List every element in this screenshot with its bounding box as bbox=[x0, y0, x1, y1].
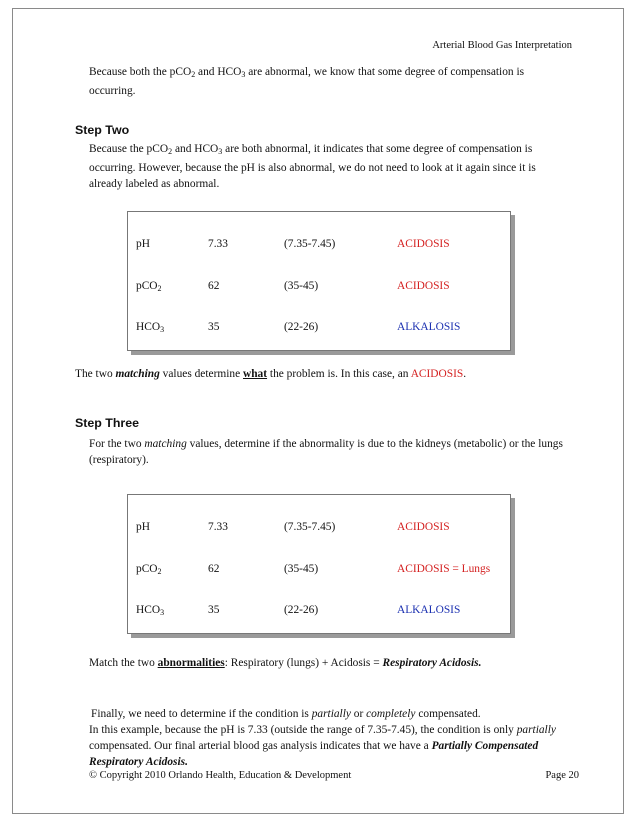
finally-text-2: or bbox=[350, 708, 367, 720]
normal-range: (22-26) bbox=[284, 321, 319, 333]
interpretation: ACIDOSIS bbox=[397, 521, 450, 533]
parameter-label: pH bbox=[136, 521, 150, 533]
parameter-name bbox=[136, 280, 162, 293]
match-text-1: Match the two bbox=[89, 657, 158, 669]
step-two-text-3: are both abnormal, it indicates that some degree of compensation is occurring. However, because the pH is also abnormal, we do not need to look at it again since it is already labeled as abnormal. bbox=[89, 143, 536, 190]
step-two-heading: Step Two bbox=[75, 123, 130, 137]
parameter-subscript: 2 bbox=[157, 567, 162, 576]
page-footer bbox=[89, 770, 579, 781]
example-emphasis-partially: partially bbox=[516, 724, 556, 736]
parameter-subscript: 3 bbox=[160, 608, 165, 617]
parameter-name bbox=[136, 563, 162, 576]
completely-emphasis: completely bbox=[366, 708, 416, 720]
running-header: Arterial Blood Gas Interpretation bbox=[432, 40, 572, 51]
step-two-paragraph bbox=[89, 141, 569, 192]
intro-sub-2: 3 bbox=[241, 70, 246, 79]
copyright-text: © Copyright 2010 Orlando Health, Education & Development bbox=[89, 770, 352, 781]
matching-period: . bbox=[463, 368, 467, 380]
step-two-text-1: Because the pCO bbox=[89, 143, 169, 155]
abnormalities-emphasis: abnormalities bbox=[157, 657, 225, 669]
abg-table-step-three bbox=[127, 494, 511, 634]
normal-range: (35-45) bbox=[284, 563, 319, 575]
parameter-label: HCO bbox=[136, 604, 161, 616]
interpretation: ACIDOSIS bbox=[397, 238, 450, 250]
finally-text-3: compensated. bbox=[415, 708, 481, 720]
finally-text-1: Finally, we need to determine if the condition is bbox=[91, 708, 312, 720]
matching-text-1: The two bbox=[75, 368, 116, 380]
intro-text-1: Because both the pCO bbox=[89, 66, 192, 78]
respiratory-acidosis-emphasis: Respiratory Acidosis. bbox=[382, 657, 482, 669]
normal-range: (7.35-7.45) bbox=[284, 521, 336, 533]
abg-table-step-two bbox=[127, 211, 511, 351]
intro-paragraph bbox=[89, 64, 569, 99]
match-text-2: : Respiratory (lungs) + Acidosis = bbox=[224, 657, 383, 669]
measured-value: 7.33 bbox=[208, 238, 228, 250]
parameter-subscript: 2 bbox=[157, 284, 162, 293]
parameter-subscript: 3 bbox=[160, 325, 165, 334]
parameter-name bbox=[136, 238, 150, 250]
step-three-text-2: values, determine if the abnormality is due to the kidneys (metabolic) or the lungs (respiratory). bbox=[89, 438, 563, 466]
interpretation: ALKALOSIS bbox=[397, 604, 461, 616]
step-two-sub-1: 2 bbox=[168, 147, 173, 156]
parameter-label: HCO bbox=[136, 321, 161, 333]
parameter-label: pCO bbox=[136, 563, 158, 575]
measured-value: 35 bbox=[208, 321, 220, 333]
matching-emphasis: matching bbox=[115, 368, 160, 380]
partially-emphasis: partially bbox=[311, 708, 351, 720]
step-three-emphasis: matching bbox=[144, 438, 187, 450]
interpretation: ACIDOSIS = Lungs bbox=[397, 563, 491, 575]
example-paragraph bbox=[89, 722, 569, 770]
page-number: Page 20 bbox=[545, 770, 579, 781]
step-two-sub-2: 3 bbox=[218, 147, 223, 156]
finally-paragraph bbox=[91, 706, 571, 722]
step-three-heading: Step Three bbox=[75, 416, 140, 430]
intro-text-2: and HCO bbox=[195, 66, 242, 78]
measured-value: 7.33 bbox=[208, 521, 228, 533]
normal-range: (35-45) bbox=[284, 280, 319, 292]
normal-range: (22-26) bbox=[284, 604, 319, 616]
intro-sub-1: 2 bbox=[191, 70, 196, 79]
measured-value: 35 bbox=[208, 604, 220, 616]
normal-range: (7.35-7.45) bbox=[284, 238, 336, 250]
measured-value: 62 bbox=[208, 280, 220, 292]
step-three-text-1: For the two bbox=[89, 438, 145, 450]
interpretation: ACIDOSIS bbox=[397, 280, 450, 292]
matching-text-2: values determine bbox=[159, 368, 243, 380]
matching-text-3: the problem is. In this case, an bbox=[267, 368, 411, 380]
what-emphasis: what bbox=[243, 368, 268, 380]
intro-text-3: are abnormal, we know that some degree of compensation is occurring. bbox=[89, 66, 525, 97]
parameter-name bbox=[136, 604, 164, 617]
acidosis-result: ACIDOSIS bbox=[410, 368, 464, 380]
example-text-2: compensated. Our final arterial blood gas analysis indicates that we have a bbox=[89, 740, 432, 752]
parameter-name bbox=[136, 521, 150, 533]
step-two-text-2: and HCO bbox=[172, 143, 219, 155]
interpretation: ALKALOSIS bbox=[397, 321, 461, 333]
matching-sentence bbox=[75, 368, 466, 380]
parameter-label: pH bbox=[136, 238, 150, 250]
parameter-label: pCO bbox=[136, 280, 158, 292]
parameter-name bbox=[136, 321, 164, 334]
measured-value: 62 bbox=[208, 563, 220, 575]
example-text-1: In this example, because the pH is 7.33 (outside the range of 7.35-7.45), the condition is only bbox=[89, 724, 517, 736]
final-diagnosis: Partially Compensated Respiratory Acidosis. bbox=[89, 740, 539, 768]
match-abnormalities-sentence bbox=[89, 655, 569, 671]
step-three-paragraph bbox=[89, 436, 569, 468]
